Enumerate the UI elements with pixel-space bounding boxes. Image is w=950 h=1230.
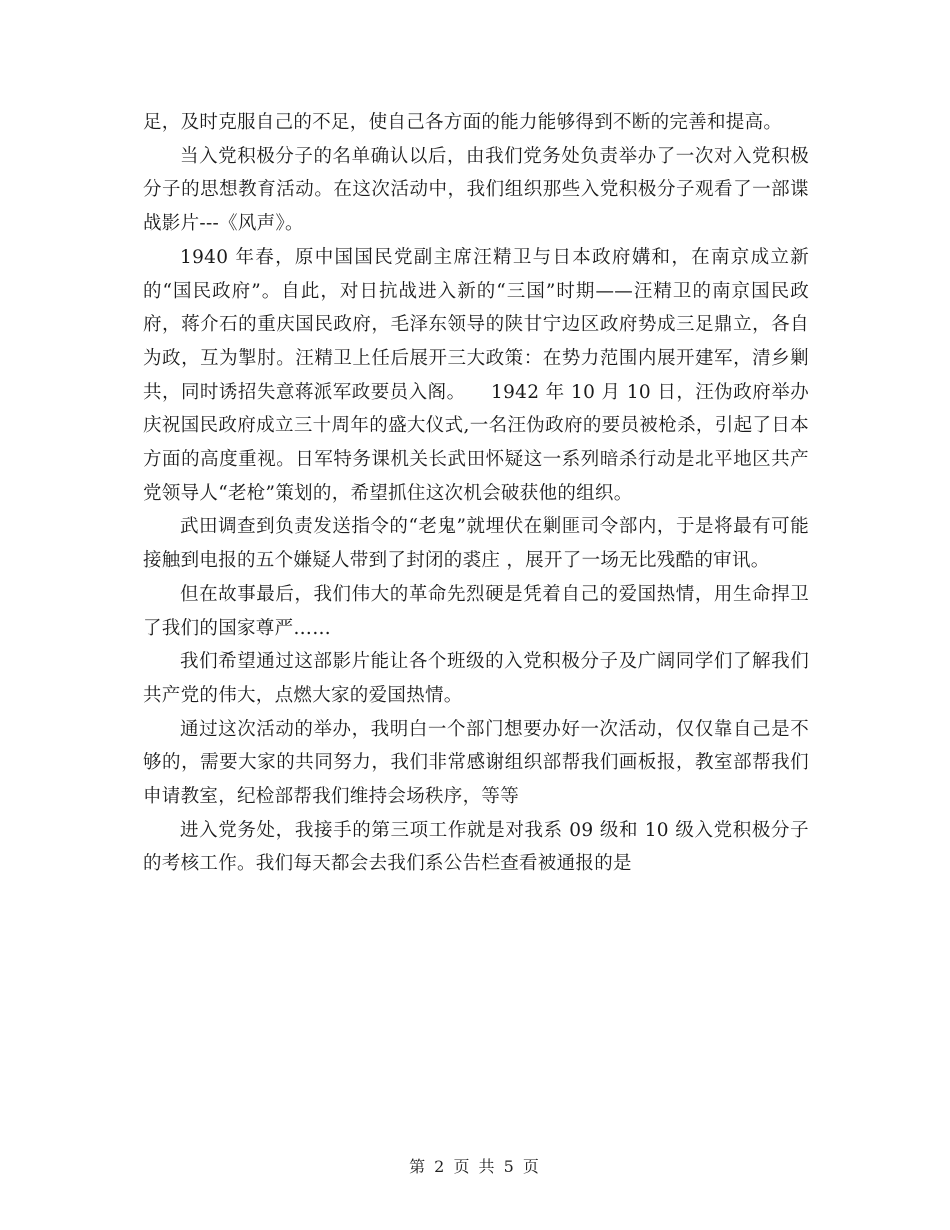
page-number-footer: 第 2 页 共 5 页 [409, 1157, 541, 1176]
paragraph-2: 当入党积极分子的名单确认以后，由我们党务处负责举办了一次对入党积极分子的思想教育活动。在这次活动中，我们组织那些入党积极分子观看了一部谍战影片---《风声》。 [143, 145, 809, 235]
document-body [143, 106, 809, 881]
paragraph-4: 武田调查到负责发送指令的“老鬼”就埋伏在剿匪司令部内，于是将最有可能接触到电报的五个嫌疑人带到了封闭的裘庄 ，展开了一场无比残酷的审讯。 [143, 516, 809, 572]
paragraph-5: 但在故事最后，我们伟大的革命先烈硬是凭着自己的爱国热情，用生命捍卫了我们的国家尊严…… [143, 583, 809, 639]
paragraph-1: 足，及时克服自己的不足，使自己各方面的能力能够得到不断的完善和提高。 [143, 112, 783, 133]
paragraph-3: 1940 年春，原中国国民党副主席汪精卫与日本政府媾和，在南京成立新的“国民政府”。自此，对日抗战进入新的“三国”时期——汪精卫的南京国民政府，蒋介石的重庆国民政府，毛泽东领导的陕甘宁边区政府势成三足鼎立，各自为政，互为掣肘。汪精卫上任后展开三大政策：在势力范围内展开建军，清乡剿共，同时诱招失意蒋派军政要员入阁。 1942 年 10 月 10 日，汪伪政府举办庆祝国民政府成立三十周年的盛大仪式,一名汪伪政府的要员被枪杀，引起了日本方面的高度重视。日军特务课机关长武田怀疑这一系列暗杀行动是北平地区共产党领导人“老枪”策划的，希望抓住这次机会破获他的组织。 [143, 246, 809, 504]
paragraph-8: 进入党务处，我接手的第三项工作就是对我系 09 级和 10 级入党积极分子的考核工作。我们每天都会去我们系公告栏查看被通报的是 [143, 819, 809, 875]
paragraph-6: 我们希望通过这部影片能让各个班级的入党积极分子及广阔同学们了解我们共产党的伟大，点燃大家的爱国热情。 [143, 651, 809, 706]
paragraph-7: 通过这次活动的举办，我明白一个部门想要办好一次活动，仅仅靠自己是不够的，需要大家的共同努力，我们非常感谢组织部帮我们画板报，教室部帮我们申请教室，纪检部帮我们维持会场秩序，等等 [143, 718, 809, 808]
